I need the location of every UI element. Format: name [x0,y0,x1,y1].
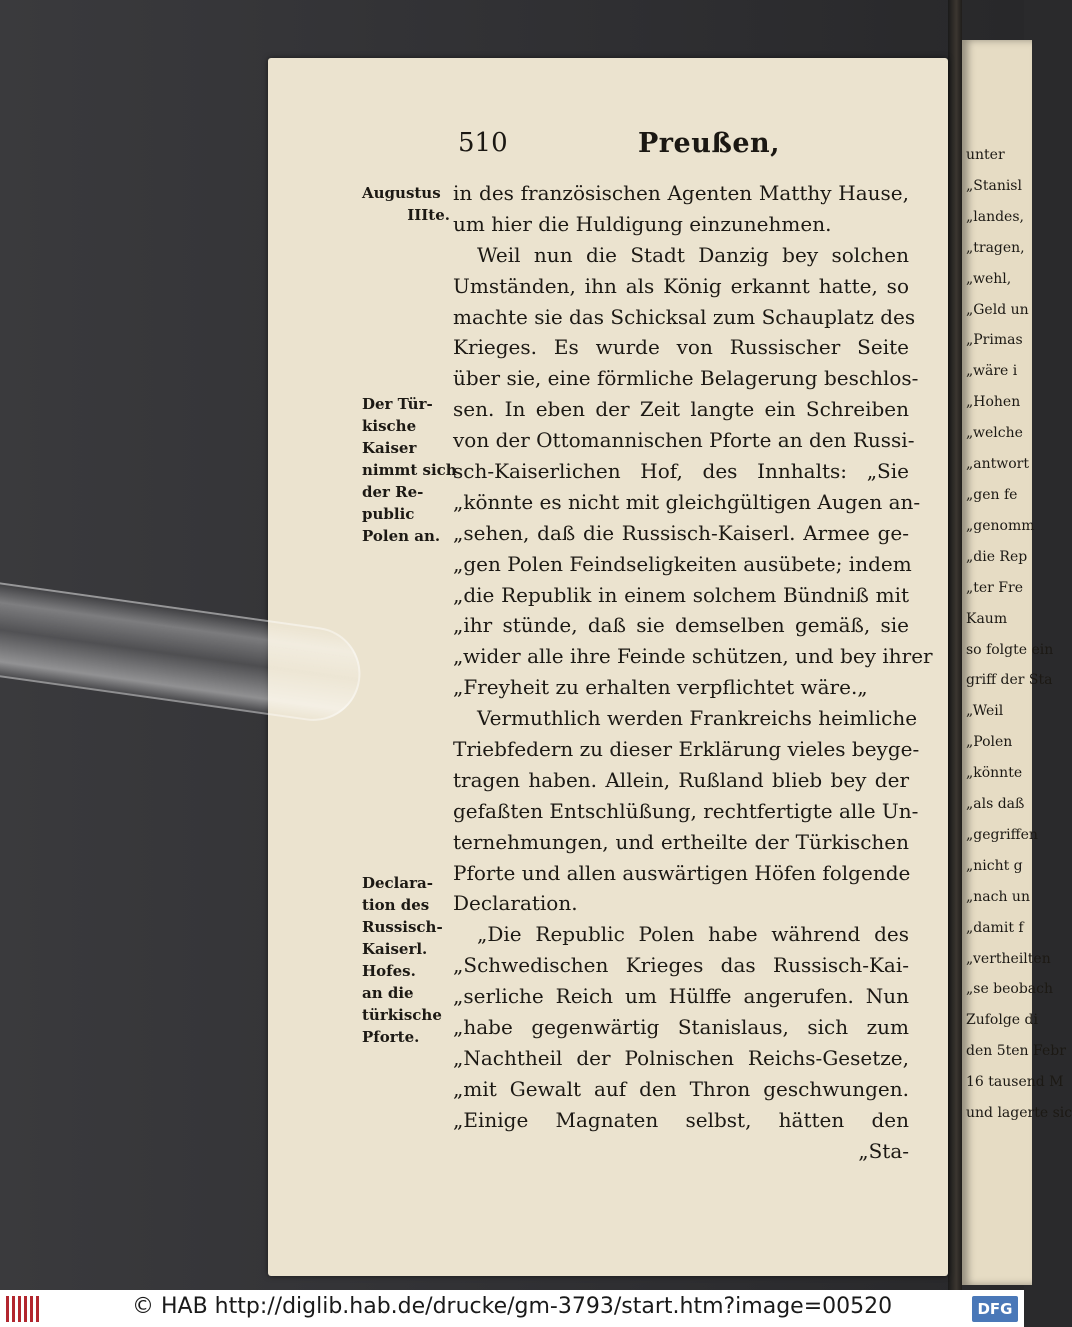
body-line: „mit Gewalt auf den Thron geschwungen. [453,1076,909,1101]
marginal-note-tuerkische-kaiser [362,393,457,547]
body-line: Vermuthlich werden Frankreichs heimliche [477,706,918,731]
facing-page-line: unter [966,147,1005,163]
marginal-line: Der Tür- [362,395,433,413]
page-header [268,128,948,168]
footer-bar [0,1290,1024,1327]
body-line: Declaration. [453,891,578,916]
marginal-line: Russisch- [362,918,443,936]
facing-page-line: „genomm [966,517,1035,534]
body-line: um hier die Huldigung einzunehmen. [453,211,832,236]
body-line: „Einige Magnaten selbst, hätten den [453,1107,909,1132]
facing-page-line: „gen fe [966,486,1018,503]
body-line: „habe gegenwärtig Stanislaus, sich zum [453,1015,909,1040]
facing-page-line: „tragen, [966,239,1025,256]
facing-page-line: „ter Fre [966,579,1023,596]
facing-page-line: „Polen [966,734,1013,751]
marginal-line: tion des [362,896,430,914]
body-line: in des französischen Agenten Matthy Hause, [453,181,909,205]
facing-page-line: „könnte [966,765,1023,782]
body-line: sch-Kaiserlichen Hof, des Innhalts: „Sie [453,459,909,484]
body-line: „Nachtheil der Polnischen Reichs-Gesetze, [453,1045,909,1070]
facing-page-line: „die Rep [966,548,1028,565]
facing-page-line: „nach un [966,888,1030,905]
facing-page-line: „wäre i [966,363,1018,380]
body-line: von der Ottomannischen Pforte an den Russi- [453,428,915,453]
footer-credit[interactable]: © HAB http://diglib.hab.de/drucke/gm-3793/start.htm?image=00520 [132,1294,893,1319]
body-line: „Die Republic Polen habe während des [477,922,909,947]
running-head: Preußen, [638,128,781,159]
facing-page-line: „se beobach [966,981,1054,998]
facing-page-line: den 5ten Febr [966,1043,1066,1060]
facing-page-text [962,140,1072,1129]
marginal-line: IIIte. [407,206,450,224]
catchword: „Sta- [858,1138,909,1163]
marginal-note-augustus [362,182,450,226]
body-line: Triebfedern zu dieser Erklärung vieles beyge- [453,737,920,762]
body-line: Pforte und allen auswärtigen Höfen folgende [453,860,911,885]
body-line: „könnte es nicht mit gleichgültigen Augen an- [453,489,921,514]
body-line: sen. In eben der Zeit langte ein Schreiben [453,397,909,422]
facing-page-line: „antwort [966,456,1029,473]
body-line: gefaßten Entschlüßung, rechtfertigte alle Un- [453,798,919,823]
facing-page-line: „als daß [966,796,1025,813]
body-line: „serliche Reich um Hülffe angerufen. Nun [453,984,909,1009]
marginal-line: kische [362,417,417,435]
marginal-line: türkische [362,1006,442,1024]
dfg-logo: DFG [972,1296,1018,1322]
marginal-line: nimmt sich [362,461,457,479]
marginal-line: an die [362,984,414,1002]
facing-page-line: „landes, [966,208,1024,225]
body-line: tragen haben. Allein, Rußland blieb bey der [453,767,909,792]
body-text [453,178,933,1167]
glass-rod [0,580,367,727]
marginal-line: der Re- [362,483,424,501]
body-line: „gen Polen Feindseligkeiten ausübete; indem [453,551,912,576]
marginal-line: Hofes. [362,962,416,980]
facing-page-line: „Geld un [966,301,1029,318]
facing-page-line: griff der Sta [966,672,1053,689]
facing-page-line: „Primas [966,332,1023,349]
body-line: Weil nun die Stadt Danzig bey solchen [477,242,909,267]
marginal-line: Kaiserl. [362,940,428,958]
facing-page-line: „Weil [966,703,1004,720]
facing-page-line: „vertheilten [966,950,1051,967]
marginal-line: Polen an. [362,527,441,545]
facing-page-line: „Stanisl [966,177,1022,194]
facing-page-line: so folgte ein [966,641,1054,658]
facing-page-line: Kaum [966,610,1008,627]
marginal-note-declaration [362,872,450,1048]
body-line: Umständen, ihn als König erkannt hatte, so [453,273,909,298]
facing-page-line: „welche [966,425,1023,442]
body-line: „sehen, daß die Russisch-Kaiserl. Armee ge- [453,520,909,545]
body-line: über sie, eine förmliche Belagerung beschlos- [453,366,919,391]
book-spine [948,0,962,1290]
body-line: Krieges. Es wurde von Russischer Seite [453,335,909,360]
facing-page [962,40,1072,1285]
facing-page-line: „Hohen [966,394,1021,411]
marginal-line: Declara- [362,874,433,892]
marginal-line: Kaiser [362,439,417,457]
facing-page-line: 16 tausend M [966,1074,1064,1091]
body-line: „ihr stünde, daß sie demselben gemäß, sie [453,613,909,638]
facing-page-line: „nicht g [966,857,1023,874]
marginal-line: Augustus [362,184,441,202]
body-line: machte sie das Schicksal zum Schauplatz des [453,304,916,329]
body-line: ternehmungen, und ertheilte der Türkischen [453,829,909,854]
facing-page-line: Zufolge di [966,1012,1038,1029]
marginal-line: public [362,505,415,523]
page-number: 510 [458,128,508,158]
body-line: „die Republik in einem solchem Bündniß mit [453,582,909,607]
body-line: „wider alle ihre Feinde schützen, und bey ihrer [453,644,933,669]
marginal-line: Pforte. [362,1028,420,1046]
facing-page-line: „damit f [966,919,1024,936]
facing-page-line: und lagerte sic [966,1105,1072,1122]
facing-page-line: „gegriffen [966,826,1038,843]
body-line: „Freyheit zu erhalten verpflichtet wäre.„ [453,675,868,700]
body-line: „Schwedischen Krieges das Russisch-Kai- [453,953,909,978]
hab-barcode-icon [6,1296,42,1322]
facing-page-line: „wehl, [966,270,1012,287]
